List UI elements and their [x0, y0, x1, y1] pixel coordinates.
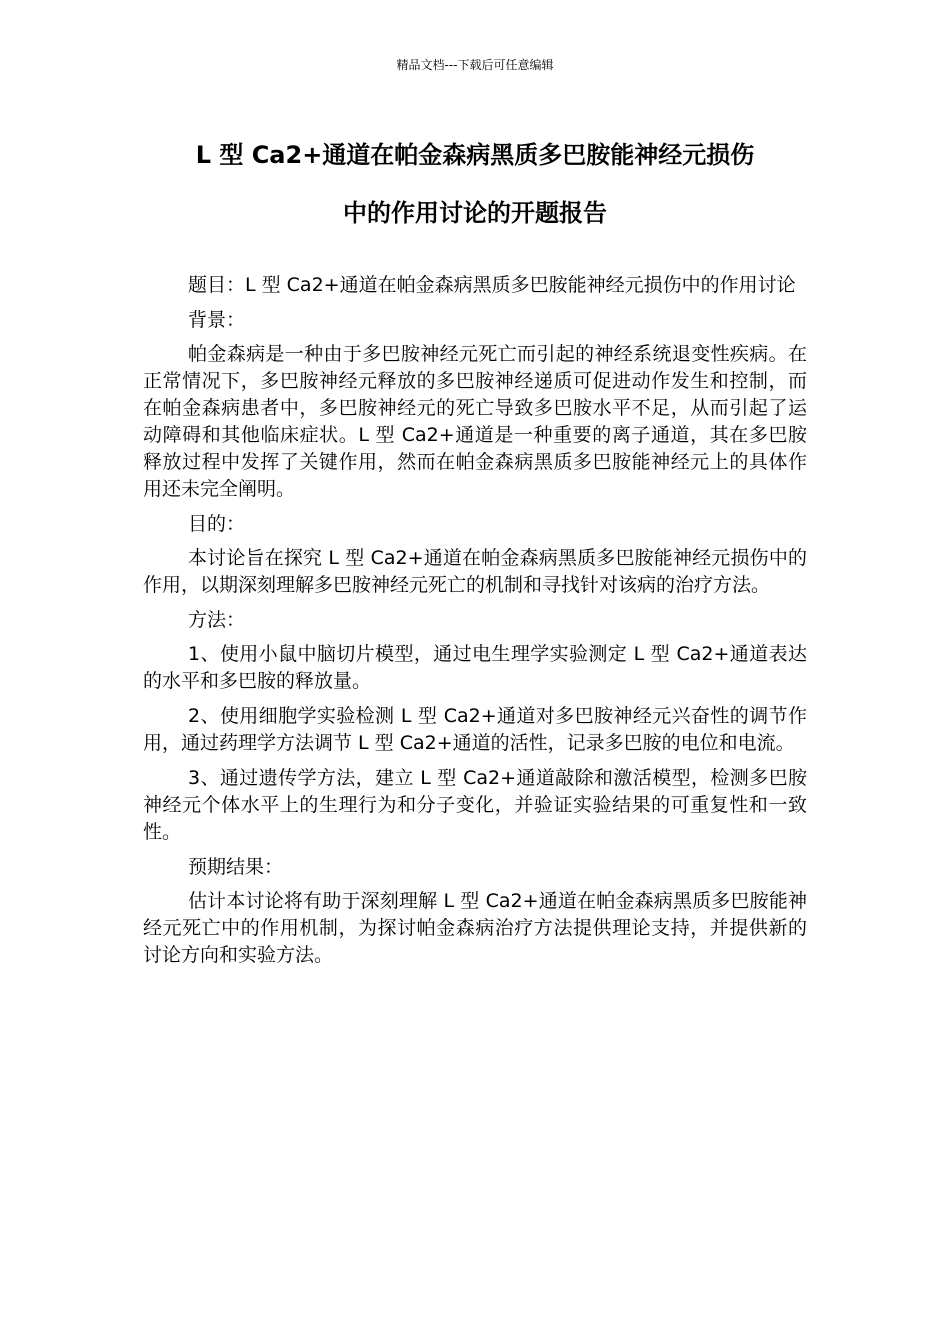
document-body [143, 272, 807, 977]
paragraph-topic: 题目：L 型 Ca2+通道在帕金森病黑质多巴胺能神经元损伤中的作用讨论 [188, 274, 796, 296]
paragraph-expected-results: 估计本讨论将有助于深刻理解 L 型 Ca2+通道在帕金森病黑质多巴胺能神经元死亡中的作用机制，为探讨帕金森病治疗方法提供理论支持，并提供新的讨论方向和实验方法。 [143, 890, 807, 966]
paragraph-purpose: 本讨论旨在探究 L 型 Ca2+通道在帕金森病黑质多巴胺能神经元损伤中的作用，以期深刻理解多巴胺神经元死亡的机制和寻找针对该病的治疗方法。 [143, 547, 807, 596]
paragraph-background: 帕金森病是一种由于多巴胺神经元死亡而引起的神经系统退变性疾病。在正常情况下，多巴胺神经元释放的多巴胺神经递质可促进动作发生和控制，而在帕金森病患者中，多巴胺神经元的死亡导致多巴胺水平不足，从而引起了运动障碍和其他临床症状。L 型 Ca2+通道是一种重要的离子通道，其在多巴胺释放过程中发挥了关键作用，然而在帕金森病黑质多巴胺能神经元上的具体作用还未完全阐明。 [143, 343, 807, 500]
paragraph-method-1: 1、使用小鼠中脑切片模型，通过电生理学实验测定 L 型 Ca2+通道表达的水平和多巴胺的释放量。 [143, 643, 807, 692]
heading-purpose: 目的： [188, 513, 246, 535]
paragraph-method-3: 3、通过遗传学方法，建立 L 型 Ca2+通道敲除和激活模型，检测多巴胺神经元个体水平上的生理行为和分子变化，并验证实验结果的可重复性和一致性。 [143, 767, 807, 843]
paragraph-method-2: 2、使用细胞学实验检测 L 型 Ca2+通道对多巴胺神经元兴奋性的调节作用，通过药理学方法调节 L 型 Ca2+通道的活性，记录多巴胺的电位和电流。 [143, 705, 807, 754]
page-header: 精品文档---下载后可任意编辑 [396, 58, 554, 72]
heading-expected-results: 预期结果： [188, 856, 284, 878]
heading-methods: 方法： [188, 609, 246, 631]
heading-background: 背景： [188, 309, 246, 331]
document-title-line-2: 中的作用讨论的开题报告 [343, 199, 607, 227]
document-title-line-1: L 型 Ca2+通道在帕金森病黑质多巴胺能神经元损伤 [195, 141, 755, 169]
